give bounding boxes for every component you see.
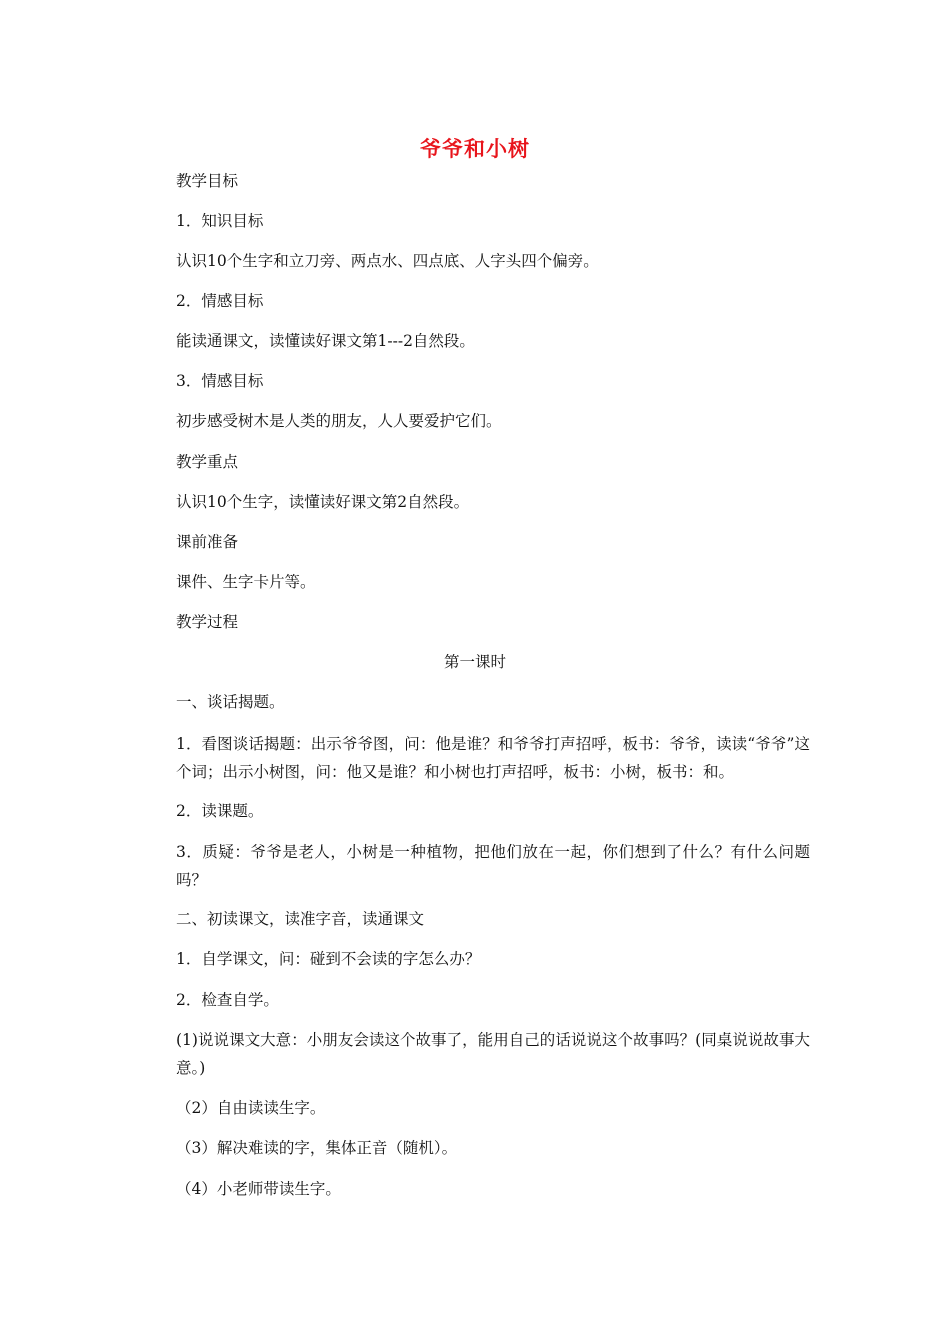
teaching-focus-text: 认识10个生字，读懂读好课文第2自然段。 [176, 493, 470, 511]
goal-emotion-1: 2．情感目标 [176, 292, 264, 310]
goal-emotion-1-text: 能读通课文，读懂读好课文第1---2自然段。 [176, 332, 475, 350]
goal-emotion-2: 3．情感目标 [176, 372, 264, 390]
sub-item-4: （4）小老师带读生字。 [176, 1180, 341, 1198]
heading-teaching-process: 教学过程 [176, 613, 239, 631]
lesson-heading: 第一课时 [443, 653, 506, 671]
section-one-heading: 一、谈话揭题。 [176, 693, 285, 711]
heading-teaching-focus: 教学重点 [176, 453, 239, 471]
sub-item-3: （3）解决难读的字，集体正音（随机）。 [176, 1139, 458, 1157]
document-title: 爷爷和小树 [420, 136, 530, 161]
section-one-item-3: 3．质疑：爷爷是老人，小树是一种植物，把他们放在一起，你们想到了什么？有什么问题吗？ [176, 843, 810, 889]
heading-teaching-goals: 教学目标 [176, 172, 239, 190]
heading-preparation: 课前准备 [176, 533, 239, 551]
goal-knowledge: 1．知识目标 [176, 212, 264, 230]
goal-emotion-2-text: 初步感受树木是人类的朋友，人人要爱护它们。 [176, 412, 502, 430]
section-one-item-1: 1．看图谈话揭题：出示爷爷图，问：他是谁？和爷爷打声招呼，板书：爷爷，读读“爷爷”这个词；出示小树图，问：他又是谁？和小树也打声招呼，板书：小树，板书：和。 [176, 735, 810, 781]
section-two-item-1: 1．自学课文，问：碰到不会读的字怎么办？ [176, 950, 481, 968]
section-two-item-2: 2．检查自学。 [176, 991, 279, 1009]
goal-knowledge-text: 认识10个生字和立刀旁、两点水、四点底、人字头四个偏旁。 [176, 252, 599, 270]
section-one-item-2: 2．读课题。 [176, 802, 264, 820]
preparation-text: 课件、生字卡片等。 [176, 573, 316, 591]
section-two-heading: 二、初读课文，读准字音，读通课文 [176, 910, 425, 928]
sub-item-1: (1)说说课文大意：小朋友会读这个故事了，能用自己的话说说这个故事吗？(同桌说说故事大意。) [176, 1031, 810, 1077]
sub-item-2: （2）自由读读生字。 [176, 1099, 326, 1117]
